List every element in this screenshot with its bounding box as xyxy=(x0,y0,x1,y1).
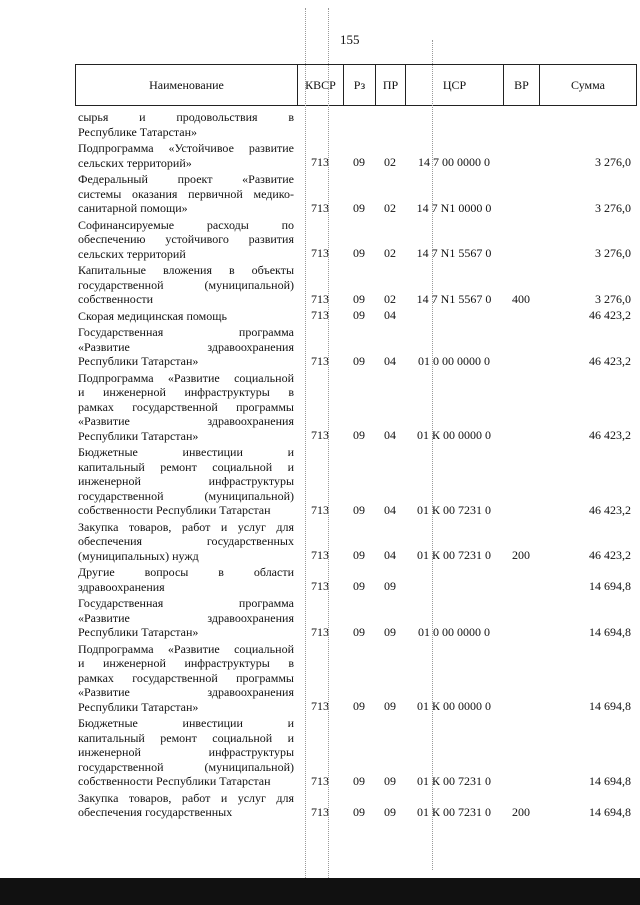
cell-sum: 46 423,2 xyxy=(589,428,631,442)
row-name-line: Другие вопросы в области xyxy=(78,565,294,579)
cell-rz: 09 xyxy=(353,548,365,562)
cell-kvsr: 713 xyxy=(311,804,329,819)
row-name-line: собственности Республики Татарстан xyxy=(78,774,271,788)
table-row xyxy=(75,172,637,216)
scan-edge-bar xyxy=(0,878,640,905)
row-name-line: «Развитие здравоохранения xyxy=(78,414,294,428)
cell-rz: 09 xyxy=(353,155,365,169)
row-name-line: Республики Татарстан» xyxy=(78,354,199,368)
row-name-line: Государственная программа xyxy=(78,596,294,610)
table-row xyxy=(75,309,637,324)
row-name xyxy=(78,110,294,139)
row-name xyxy=(78,520,294,564)
row-name-line: «Развитие здравоохранения xyxy=(78,610,294,625)
cell-csr: 14 7 N1 0000 0 xyxy=(416,200,492,215)
cell-sum: 46 423,2 xyxy=(589,353,631,368)
row-name-line: «Развитие здравоохранения xyxy=(78,685,294,699)
column-header-csr: ЦСР xyxy=(406,65,504,105)
cell-rz: 09 xyxy=(353,246,365,260)
row-name-line: и инженерной инфраструктуры в xyxy=(78,385,294,399)
cell-sum: 14 694,8 xyxy=(589,699,631,713)
row-name-line: инженерной инфраструктуры xyxy=(78,474,294,488)
cell-sum: 3 276,0 xyxy=(595,291,631,306)
row-name-line: государственной (муниципальной) xyxy=(78,488,294,503)
table-row xyxy=(75,445,637,518)
cell-csr: 01 К 00 0000 0 xyxy=(416,428,491,442)
row-name-line: Софинансируемые расходы по xyxy=(78,217,294,232)
cell-kvsr: 713 xyxy=(311,624,329,639)
cell-kvsr: 713 xyxy=(311,548,329,562)
cell-rz: 09 xyxy=(353,773,365,788)
row-name-line: государственной (муниципальной) xyxy=(78,277,294,292)
row-name-line: рамках государственной программы xyxy=(78,670,294,685)
table-row xyxy=(75,642,637,715)
row-name-line: Государственная программа xyxy=(78,325,294,339)
cell-sum: 46 423,2 xyxy=(589,308,631,322)
cell-kvsr: 713 xyxy=(311,308,329,322)
cell-sum: 14 694,8 xyxy=(589,773,631,788)
row-name xyxy=(78,596,294,640)
cell-csr: 14 7 N1 5567 0 xyxy=(416,246,492,260)
cell-csr: 01 К 00 0000 0 xyxy=(416,699,491,713)
cell-csr: 14 7 00 0000 0 xyxy=(418,155,490,169)
cell-pr: 02 xyxy=(384,200,396,215)
row-name-line: системы оказания первичной медико- xyxy=(78,186,294,201)
row-name xyxy=(78,141,294,170)
row-name xyxy=(78,642,294,715)
row-name-line: «Развитие здравоохранения xyxy=(78,339,294,354)
row-name xyxy=(78,309,294,324)
cell-kvsr: 713 xyxy=(311,246,329,260)
cell-pr: 04 xyxy=(384,548,396,562)
row-name xyxy=(78,172,294,216)
cell-rz: 09 xyxy=(353,699,365,713)
row-name-line: обеспечению устойчивого развития xyxy=(78,232,294,246)
cell-pr: 04 xyxy=(384,308,396,322)
row-name-line: капитальный ремонт социальной и xyxy=(78,459,294,474)
cell-kvsr: 713 xyxy=(311,502,329,517)
cell-kvsr: 713 xyxy=(311,773,329,788)
cell-csr: 01 0 00 0000 0 xyxy=(418,353,490,368)
row-name-line: обеспечения государственных xyxy=(78,805,233,819)
cell-vr: 400 xyxy=(512,291,530,306)
row-name-line: сельских территорий» xyxy=(78,155,192,170)
row-name-line: Подпрограмма «Развитие социальной xyxy=(78,370,294,385)
cell-rz: 09 xyxy=(353,428,365,442)
column-guide-line xyxy=(328,8,329,878)
table-row xyxy=(75,141,637,170)
row-name-line: рамках государственной программы xyxy=(78,399,294,414)
row-name xyxy=(78,325,294,369)
cell-pr: 04 xyxy=(384,502,396,517)
column-header-kvsr: КВСР xyxy=(298,65,344,105)
cell-csr: 01 К 00 7231 0 xyxy=(416,773,491,788)
cell-kvsr: 713 xyxy=(311,353,329,368)
row-name-line: и инженерной инфраструктуры в xyxy=(78,656,294,670)
row-name-line: инженерной инфраструктуры xyxy=(78,745,294,759)
row-name-line: Республики Татарстан» xyxy=(78,699,199,714)
cell-rz: 09 xyxy=(353,353,365,368)
cell-pr: 02 xyxy=(384,155,396,169)
row-name xyxy=(78,445,294,518)
row-name-line: Подпрограмма «Устойчивое развитие xyxy=(78,141,294,155)
cell-sum: 46 423,2 xyxy=(589,548,631,562)
column-header-pr: ПР xyxy=(376,65,406,105)
row-name xyxy=(78,565,294,594)
cell-csr: 14 7 N1 5567 0 xyxy=(416,291,492,306)
cell-pr: 09 xyxy=(384,773,396,788)
cell-pr: 09 xyxy=(384,579,396,593)
table-row xyxy=(75,110,637,139)
cell-pr: 09 xyxy=(384,699,396,713)
cell-kvsr: 713 xyxy=(311,428,329,442)
cell-kvsr: 713 xyxy=(311,291,329,306)
cell-sum: 3 276,0 xyxy=(595,200,631,215)
row-name-line: Закупка товаров, работ и услуг для xyxy=(78,790,294,805)
cell-csr: 01 0 00 0000 0 xyxy=(418,624,490,639)
row-name-line: Республике Татарстан» xyxy=(78,124,198,139)
cell-pr: 02 xyxy=(384,291,396,306)
cell-sum: 14 694,8 xyxy=(589,804,631,819)
table-row xyxy=(75,218,637,262)
column-header-name: Наименование xyxy=(76,65,298,105)
row-name-line: собственности xyxy=(78,292,154,306)
row-name xyxy=(78,371,294,444)
column-header-rz: Рз xyxy=(344,65,376,105)
cell-rz: 09 xyxy=(353,579,365,593)
table-row xyxy=(75,716,637,789)
page-number: 155 xyxy=(340,32,360,47)
row-name xyxy=(78,218,294,262)
cell-rz: 09 xyxy=(353,200,365,215)
cell-kvsr: 713 xyxy=(311,200,329,215)
row-name-line: здравоохранения xyxy=(78,579,165,594)
cell-pr: 02 xyxy=(384,246,396,260)
cell-vr: 200 xyxy=(512,804,530,819)
table-row xyxy=(75,596,637,640)
table-row xyxy=(75,325,637,369)
row-name-line: Бюджетные инвестиции и xyxy=(78,445,294,459)
row-name-line: Республики Татарстан» xyxy=(78,428,199,443)
cell-pr: 09 xyxy=(384,804,396,819)
column-guide-line xyxy=(432,40,433,870)
cell-kvsr: 713 xyxy=(311,155,329,169)
cell-pr: 04 xyxy=(384,428,396,442)
row-name xyxy=(78,791,294,820)
cell-rz: 09 xyxy=(353,624,365,639)
cell-csr: 01 К 00 7231 0 xyxy=(416,548,491,562)
column-header-vr: ВР xyxy=(504,65,540,105)
table-row xyxy=(75,791,637,820)
row-name-line: Подпрограмма «Развитие социальной xyxy=(78,641,294,656)
table-row xyxy=(75,263,637,307)
cell-sum: 14 694,8 xyxy=(589,579,631,593)
cell-csr: 01 К 00 7231 0 xyxy=(416,804,491,819)
cell-rz: 09 xyxy=(353,502,365,517)
row-name-line: (муниципальных) нужд xyxy=(78,548,199,563)
column-header-sum: Сумма xyxy=(571,78,605,92)
cell-kvsr: 713 xyxy=(311,699,329,713)
row-name-line: обеспечения государственных xyxy=(78,534,294,548)
row-name-line: Федеральный проект «Развитие xyxy=(78,172,294,186)
cell-sum: 46 423,2 xyxy=(589,502,631,517)
row-name-line: Бюджетные инвестиции и xyxy=(78,716,294,730)
table-row xyxy=(75,371,637,444)
cell-rz: 09 xyxy=(353,291,365,306)
column-guide-line xyxy=(305,8,306,878)
cell-kvsr: 713 xyxy=(311,579,329,593)
row-name-line: Закупка товаров, работ и услуг для xyxy=(78,519,294,534)
row-name-line: государственной (муниципальной) xyxy=(78,759,294,774)
row-name-line: сельских территорий xyxy=(78,246,186,261)
cell-vr: 200 xyxy=(512,548,530,562)
table-row xyxy=(75,520,637,564)
cell-rz: 09 xyxy=(353,804,365,819)
cell-sum: 14 694,8 xyxy=(589,624,631,639)
cell-pr: 09 xyxy=(384,624,396,639)
cell-sum: 3 276,0 xyxy=(595,246,631,260)
row-name xyxy=(78,716,294,789)
row-name-line: собственности Республики Татарстан xyxy=(78,503,271,517)
table-row xyxy=(75,565,637,594)
cell-rz: 09 xyxy=(353,308,365,322)
table-header xyxy=(75,64,637,106)
row-name-line: капитальный ремонт социальной и xyxy=(78,730,294,745)
row-name-line: Скорая медицинская помощь xyxy=(78,308,227,323)
cell-csr: 01 К 00 7231 0 xyxy=(416,502,491,517)
row-name-line: сырья и продовольствия в xyxy=(78,110,294,124)
row-name-line: Капитальные вложения в объекты xyxy=(78,263,294,277)
row-name xyxy=(78,263,294,307)
row-name-line: санитарной помощи» xyxy=(78,201,188,215)
cell-pr: 04 xyxy=(384,353,396,368)
row-name-line: Республики Татарстан» xyxy=(78,625,199,639)
cell-sum: 3 276,0 xyxy=(595,155,631,169)
